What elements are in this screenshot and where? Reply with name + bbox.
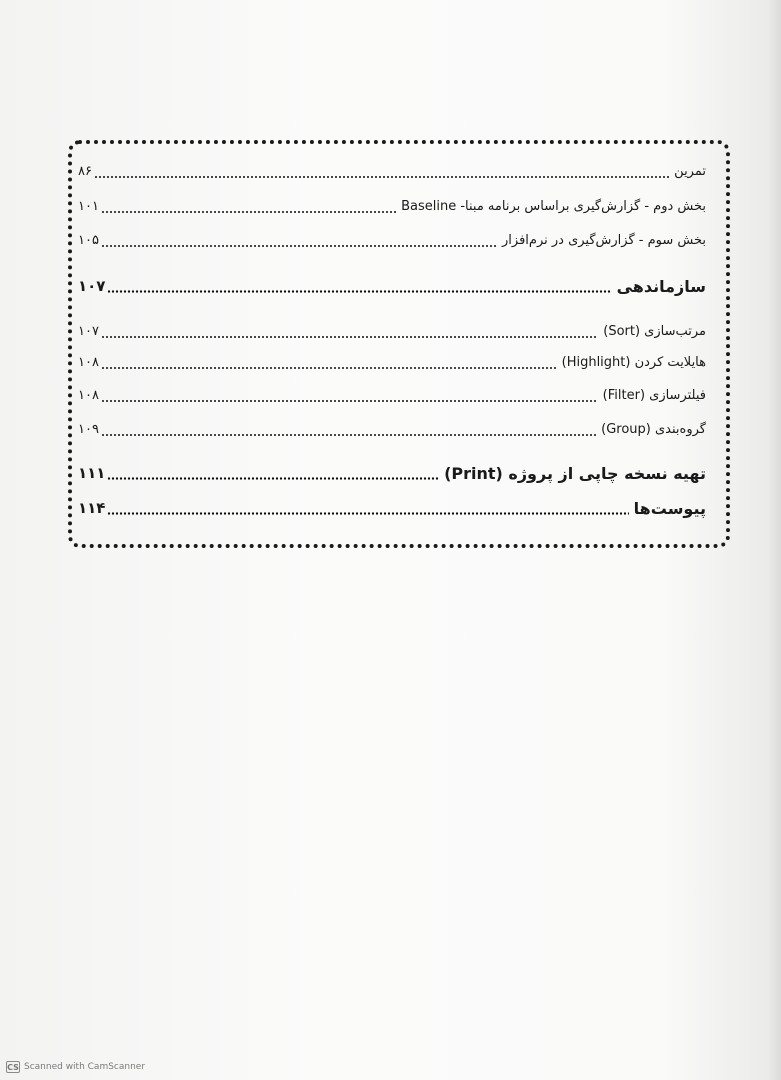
- toc-leader-dots: [101, 367, 557, 369]
- toc-entry: [78, 416, 706, 442]
- toc-entry-title: مرتب‌سازی (Sort): [603, 323, 706, 339]
- toc-entry-page: ۸۶: [78, 163, 92, 179]
- toc-entry-title: بخش سوم - گزارش‌گیری در نرم‌افزار: [502, 232, 706, 248]
- toc-chapter-page: ۱۰۷: [78, 277, 106, 295]
- camscanner-logo-icon: CS: [7, 1063, 19, 1072]
- toc-entry-title: بخش دوم - گزارش‌گیری براساس برنامه مبنا- Baseline: [401, 198, 706, 214]
- toc-leader-dots: [101, 211, 396, 213]
- toc-chapter-title: سازماندهی: [616, 276, 706, 296]
- toc-chapter-entry: [78, 495, 706, 521]
- toc-leader-dots: [101, 434, 596, 436]
- toc-entry: [78, 158, 706, 184]
- toc-chapter-title: تهیه نسخه چاپی از پروژه (Print): [444, 463, 706, 483]
- toc-entry: [78, 193, 706, 219]
- toc-entry-page: ۱۰۷: [78, 323, 99, 339]
- toc-leader-dots: [107, 477, 439, 480]
- toc-leader-dots: [101, 400, 598, 402]
- scanner-watermark-text: Scanned with CamScanner: [24, 1062, 146, 1072]
- toc-entry-title: فیلترسازی (Filter): [602, 387, 706, 403]
- toc-leader-dots: [107, 512, 628, 515]
- toc-entry-page: ۱۰۸: [78, 354, 99, 370]
- toc-entry-title: هایلایت کردن (Highlight): [561, 354, 706, 370]
- toc-entry-page: ۱۰۹: [78, 421, 99, 437]
- toc-leader-dots: [107, 290, 611, 293]
- toc-leader-dots: [94, 176, 669, 178]
- toc-entry-page: ۱۰۱: [78, 198, 99, 214]
- toc-entry: [78, 227, 706, 253]
- toc-entry-title: تمرین: [674, 163, 706, 179]
- toc-chapter-entry: [78, 460, 706, 486]
- page-edge-shadow: [767, 0, 781, 1080]
- toc-entry-page: ۱۰۸: [78, 387, 99, 403]
- toc-entry-page: ۱۰۵: [78, 232, 99, 248]
- toc-leader-dots: [101, 245, 497, 247]
- toc-entry: [78, 318, 706, 344]
- toc-chapter-page: ۱۱۱: [78, 464, 106, 482]
- toc-entry: [78, 382, 706, 408]
- toc-entry-title: گروه‌بندی (Group): [601, 421, 706, 437]
- toc-chapter-entry: [78, 273, 706, 299]
- toc-chapter-page: ۱۱۴: [78, 499, 106, 517]
- toc-entry: [78, 349, 706, 375]
- toc-chapter-title: پیوست‌ها: [633, 498, 706, 518]
- toc-leader-dots: [101, 336, 598, 338]
- scanner-watermark: [6, 1061, 145, 1073]
